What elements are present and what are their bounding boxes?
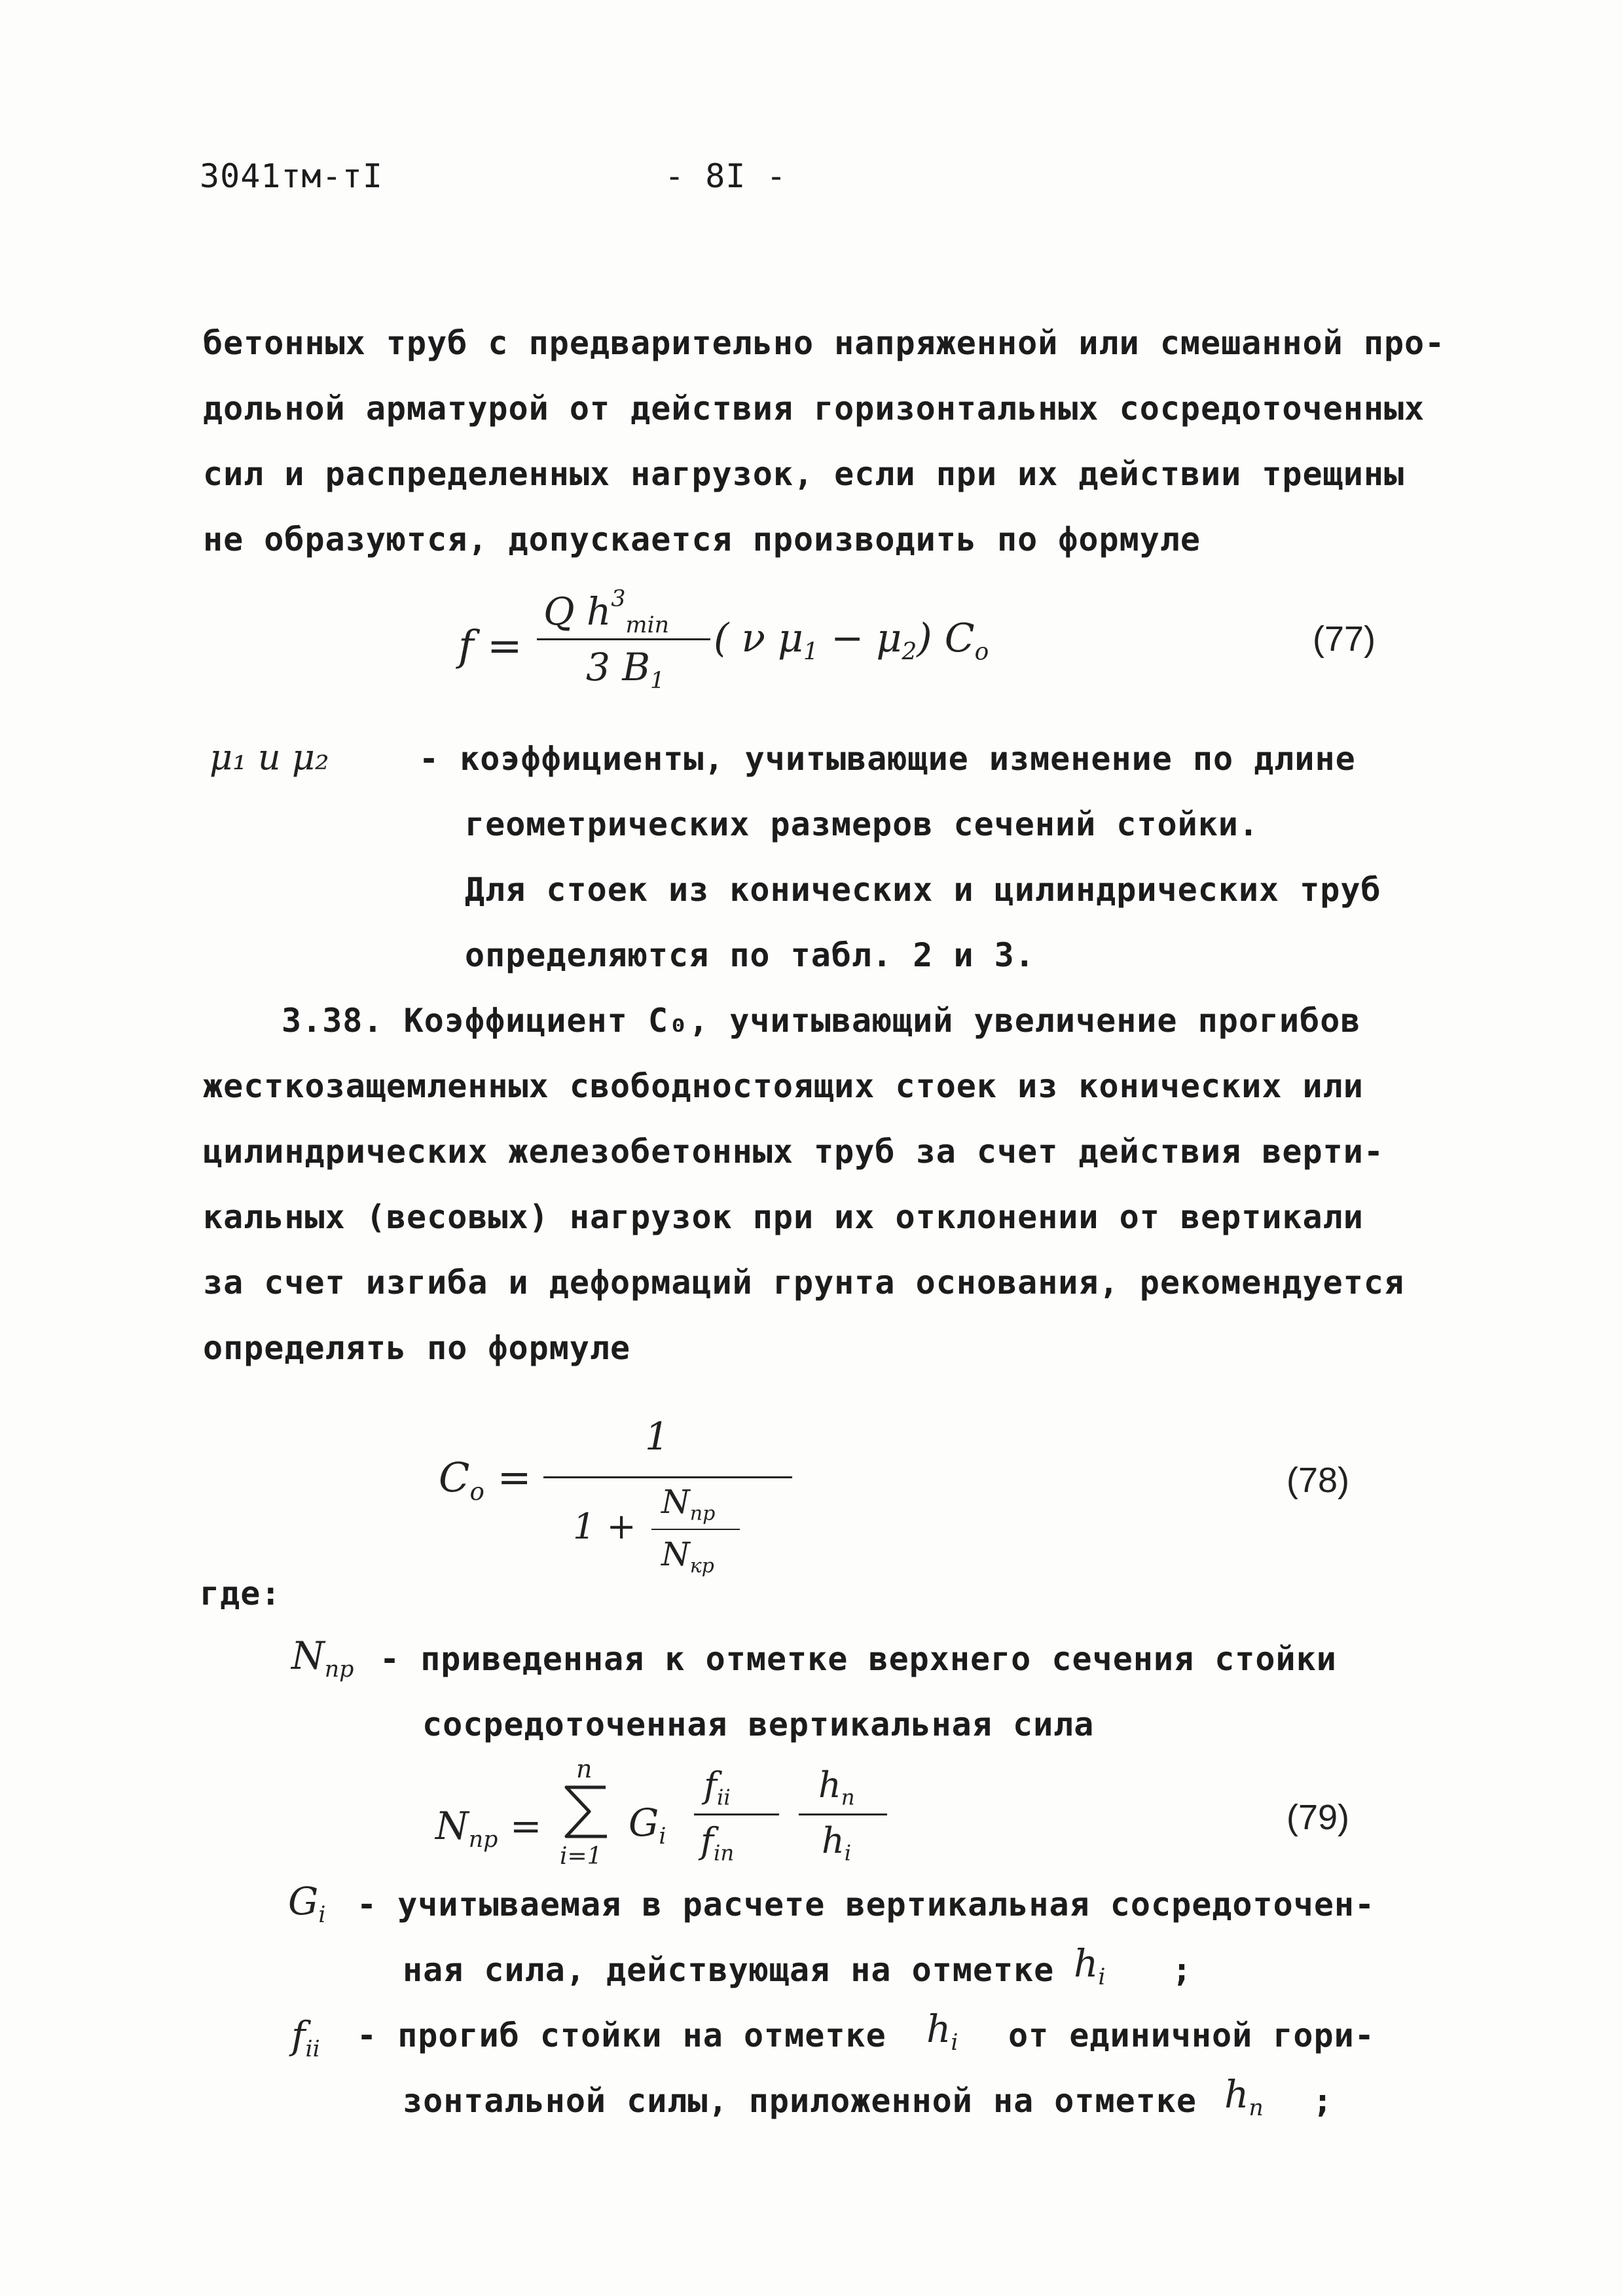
formula79-g-letter: G	[629, 1800, 659, 1845]
formula77-denominator-sub: 1	[649, 668, 665, 695]
formula77-number: (77)	[1313, 619, 1376, 659]
formula79-number: (79)	[1286, 1798, 1350, 1837]
where-label: где:	[200, 1575, 282, 1613]
fii-symbol-sub: ii	[305, 2036, 320, 2063]
formula78-inner-numerator	[661, 1483, 715, 1525]
mu-definition-line1: - коэффициенты, учитывающие изменение по длине	[419, 740, 1356, 778]
formula79-frac2-line	[799, 1813, 887, 1815]
fii-symbol-f: f	[291, 2013, 306, 2058]
formula79-lhs-n: N	[435, 1804, 469, 1848]
fii-line2-h: h	[1224, 2072, 1249, 2117]
formula79-frac1-den	[701, 1820, 734, 1865]
formula78-inner-num-sub: пр	[689, 1502, 716, 1525]
formula79-frac1-den-f: f	[701, 1820, 714, 1861]
formula79-frac1-num-f: f	[704, 1764, 717, 1806]
formula78-inner-denominator	[661, 1535, 714, 1578]
formula77-denominator-b: 3 B	[586, 645, 650, 689]
mu-definition-line3: Для стоек из конических и цилиндрических труб	[465, 871, 1381, 909]
gi-definition-line2-end: ;	[1172, 1951, 1193, 1989]
formula79-sum-bottom: i=1	[560, 1843, 602, 1870]
paragraph1-line3: сил и распределенных нагрузок, если при их действии трещины	[203, 455, 1405, 493]
mu-definition-line2: геометрических размеров сечений стойки.	[465, 805, 1259, 843]
formula77-numerator-q: Q h	[543, 589, 611, 634]
formula79-frac1-line	[694, 1813, 779, 1815]
fii-definition-line1-end: от единичной гори-	[1008, 2016, 1375, 2054]
paragraph1-line1: бетонных труб с предварительно напряженной или смешанной про-	[203, 324, 1446, 362]
formula78-number: (78)	[1286, 1461, 1350, 1500]
formula79-frac2-num	[818, 1764, 855, 1810]
gi-definition-line2-symbol	[1074, 1941, 1106, 1990]
formula79-frac2-num-h: h	[818, 1764, 841, 1806]
formula77-rest-sub2: 2	[902, 638, 917, 666]
formula78-eq: =	[497, 1453, 532, 1501]
document-code: 3041тм-тI	[200, 157, 383, 195]
npr-symbol	[291, 1633, 354, 1683]
formula78-lhs	[439, 1453, 532, 1506]
formula77-denominator	[586, 645, 665, 694]
npr-definition-line2: сосредоточенная вертикальная сила	[422, 1705, 1095, 1743]
formula78-denominator-one: 1 +	[573, 1506, 636, 1547]
formula77-numerator-sub: min	[625, 612, 670, 638]
formula77-rest-b: − μ	[818, 615, 902, 661]
formula77-rest-sub3: o	[974, 638, 989, 666]
formula78-inner-num-n: N	[661, 1483, 690, 1521]
fii-symbol	[291, 2013, 320, 2062]
fii-line1-h: h	[926, 2007, 951, 2051]
formula77-rest-a: ( ν μ	[714, 615, 804, 661]
formula79-lhs-sub: пр	[468, 1827, 498, 1853]
formula78-numerator: 1	[645, 1414, 669, 1459]
gi-line2-h: h	[1074, 1941, 1099, 1986]
formula77-numerator-sup: 3	[611, 586, 626, 612]
fii-line2-h-sub: n	[1249, 2095, 1264, 2122]
formula79-g-sub: i	[659, 1823, 666, 1850]
npr-symbol-n: N	[291, 1633, 325, 1678]
mu-definition-line4: определяются по табл. 2 и 3.	[465, 936, 1035, 974]
npr-symbol-sub: пр	[324, 1656, 354, 1683]
formula78-inner-den-n: N	[661, 1535, 690, 1573]
gi-symbol-sub: i	[318, 1902, 326, 1929]
formula77-fraction-line	[537, 638, 710, 640]
formula79-sum-top: n	[576, 1755, 593, 1783]
fii-definition-line2: зонтальной силы, приложенной на отметке	[403, 2082, 1197, 2120]
paragraph2-line3: цилиндрических железобетонных труб за счет действия верти-	[203, 1133, 1384, 1171]
formula78-inner-fraction-line	[651, 1529, 740, 1530]
fii-definition-line1: - прогиб стойки на отметке	[357, 2016, 886, 2054]
gi-definition-line1: - учитываемая в расчете вертикальная сосредоточен-	[357, 1886, 1376, 1923]
gi-line2-h-sub: i	[1098, 1964, 1106, 1991]
formula79-frac1-num-sub: ii	[717, 1785, 731, 1810]
page-number: - 8I -	[665, 157, 787, 195]
fii-line1-h-sub: i	[951, 2030, 958, 2056]
formula79-eq: =	[509, 1804, 542, 1848]
formula77-rest	[714, 615, 989, 666]
formula78-fraction-line	[543, 1476, 792, 1478]
paragraph2-line5: за счет изгиба и деформаций грунта основания, рекомендуется	[203, 1264, 1405, 1302]
formula79-frac2-num-sub: n	[841, 1785, 855, 1810]
formula79-lhs	[435, 1804, 541, 1853]
summation-icon	[560, 1781, 612, 1843]
formula77-rest-c: ) C	[917, 615, 975, 661]
formula78-lhs-c: C	[439, 1453, 470, 1501]
paragraph2-line4: кальных (весовых) нагрузок при их отклонении от вертикали	[203, 1198, 1364, 1236]
fii-definition-line2-symbol	[1224, 2072, 1264, 2121]
fii-definition-line1-symbol	[926, 2007, 958, 2056]
fii-definition-line2-end: ;	[1313, 2082, 1334, 2120]
paragraph2-line2: жесткозащемленных свободностоящих стоек из конических или	[203, 1067, 1364, 1105]
formula79-frac1-den-sub: in	[714, 1840, 735, 1866]
formula78-lhs-sub: o	[469, 1477, 484, 1506]
formula79-frac2-den-sub: i	[844, 1840, 852, 1866]
paragraph2-line1: 3.38. Коэффициент C₀, учитывающий увеличение прогибов	[282, 1002, 1361, 1040]
formula77-lhs: f =	[458, 622, 522, 670]
formula79-g	[629, 1800, 666, 1850]
mu-symbols: μ₁ и μ₂	[210, 737, 329, 778]
formula77-rest-sub1: 1	[803, 638, 818, 666]
formula78-inner-den-sub: кр	[689, 1554, 714, 1578]
formula79-frac1-num	[704, 1764, 731, 1810]
formula77-numerator	[543, 586, 669, 638]
npr-definition-line1: - приведенная к отметке верхнего сечения стойки	[380, 1640, 1337, 1678]
paragraph2-line6: определять по формуле	[203, 1329, 631, 1367]
gi-definition-line2: ная сила, действующая на отметке	[403, 1951, 1055, 1989]
gi-symbol	[288, 1879, 325, 1928]
paragraph1-line4: не образуются, допускается производить по формуле	[203, 520, 1201, 558]
paragraph1-line2: дольной арматурой от действия горизонтальных сосредоточенных	[203, 390, 1425, 428]
gi-symbol-g: G	[288, 1879, 319, 1923]
formula79-frac2-den-h: h	[822, 1820, 845, 1861]
formula79-frac2-den	[822, 1820, 851, 1865]
